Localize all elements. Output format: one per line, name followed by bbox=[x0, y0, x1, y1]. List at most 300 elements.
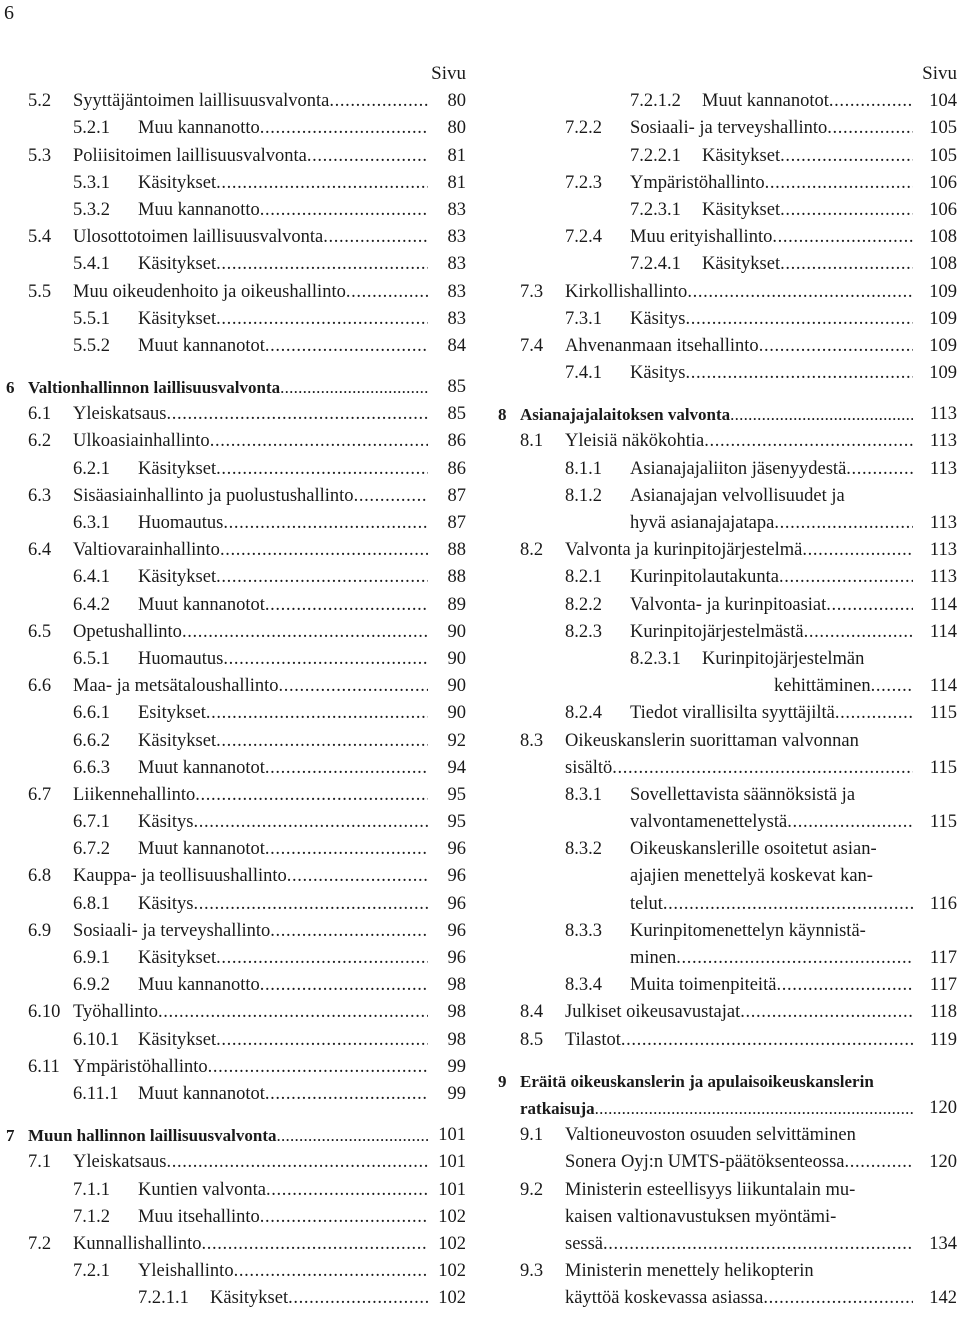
dot-leader bbox=[216, 306, 428, 333]
dot-leader bbox=[835, 700, 913, 727]
dot-leader bbox=[603, 1231, 913, 1258]
entry-title: Muut kannanotot bbox=[138, 757, 265, 778]
toc-entry bbox=[0, 224, 466, 251]
entry-number: 8.1.1 bbox=[565, 458, 602, 479]
entry-title: Sonera Oyj:n UMTS-päätöksenteossa bbox=[565, 1152, 845, 1173]
dot-leader bbox=[687, 279, 913, 306]
dot-leader bbox=[265, 592, 428, 619]
dot-leader bbox=[845, 1149, 913, 1176]
dot-leader bbox=[288, 1285, 428, 1312]
toc-entry bbox=[0, 1149, 466, 1176]
entry-number: 7.2.2.1 bbox=[630, 145, 681, 166]
entry-page-number: 102 bbox=[438, 1233, 466, 1254]
entry-page-number: 142 bbox=[929, 1288, 957, 1309]
entry-title: Maa- ja metsätaloushallinto bbox=[73, 676, 279, 697]
entry-title: Sosiaali- ja terveyshallinto bbox=[630, 118, 828, 139]
toc-entry bbox=[492, 836, 957, 863]
dot-leader bbox=[195, 782, 428, 809]
dot-leader bbox=[612, 755, 913, 782]
chapter-entry bbox=[492, 401, 957, 428]
entry-number: 6.6.3 bbox=[73, 757, 110, 778]
entry-page-number: 88 bbox=[447, 567, 466, 588]
entry-page-number: 114 bbox=[929, 676, 957, 697]
dot-leader bbox=[774, 510, 913, 537]
entry-title: Käsitykset bbox=[138, 730, 217, 751]
entry-number: 7.3 bbox=[520, 281, 544, 302]
entry-page-number: 106 bbox=[929, 199, 957, 220]
entry-page-number: 108 bbox=[929, 254, 957, 275]
toc-entry bbox=[0, 673, 466, 700]
dot-leader bbox=[223, 646, 428, 673]
entry-number: 7.2.1.2 bbox=[630, 91, 681, 112]
toc-entry bbox=[0, 428, 466, 455]
dot-leader bbox=[804, 619, 913, 646]
entry-number: 6.8.1 bbox=[73, 893, 110, 914]
entry-page-number: 80 bbox=[447, 91, 466, 112]
entry-page-number: 113 bbox=[929, 540, 957, 561]
entry-title: Muu itsehallinto bbox=[138, 1206, 260, 1227]
entry-number: 6 bbox=[6, 378, 15, 398]
entry-page-number: 80 bbox=[447, 118, 466, 139]
dot-leader bbox=[265, 836, 428, 863]
entry-page-number: 98 bbox=[447, 1002, 466, 1023]
toc-entry bbox=[492, 1231, 957, 1258]
chapter-entry bbox=[0, 1122, 466, 1149]
dot-leader bbox=[354, 483, 428, 510]
toc-entry bbox=[492, 1285, 957, 1312]
entry-page-number: 99 bbox=[447, 1056, 466, 1077]
entry-title: Käsitys bbox=[630, 308, 686, 329]
entry-title: Valtiovarainhallinto bbox=[73, 540, 220, 561]
entry-title: Syyttäjäntoimen laillisuusvalvonta bbox=[73, 91, 330, 112]
dot-leader bbox=[780, 251, 913, 278]
entry-number: 7.2.4.1 bbox=[630, 254, 681, 275]
entry-title: sisältö bbox=[565, 757, 613, 778]
entry-number: 6.10 bbox=[28, 1002, 61, 1023]
dot-leader bbox=[167, 1149, 428, 1176]
toc-entry bbox=[492, 646, 957, 673]
entry-page-number: 96 bbox=[447, 948, 466, 968]
entry-number: 6.7.2 bbox=[73, 839, 110, 860]
entry-page-number: 109 bbox=[929, 281, 957, 302]
entry-number: 9 bbox=[498, 1071, 507, 1091]
entry-number: 8.3.3 bbox=[565, 920, 602, 941]
entry-number: 8.2.1 bbox=[565, 567, 602, 588]
toc-entry bbox=[0, 1081, 466, 1108]
entry-number: 7.2.1.1 bbox=[138, 1288, 189, 1309]
toc-entry bbox=[0, 401, 466, 428]
entry-title: Julkiset oikeusavustajat bbox=[565, 1002, 741, 1023]
entry-page-number: 89 bbox=[447, 594, 466, 615]
entry-page-number: 88 bbox=[447, 540, 466, 561]
entry-title: Kurinpitojärjestelmän bbox=[702, 648, 865, 669]
page-column-header: Sivu bbox=[431, 63, 466, 84]
entry-title: Liikennehallinto bbox=[73, 784, 196, 805]
entry-page-number: 90 bbox=[447, 676, 466, 697]
entry-title: Oikeuskanslerin suorittaman valvonnan bbox=[565, 730, 859, 751]
dot-leader bbox=[266, 1177, 428, 1204]
entry-number: 8.3 bbox=[520, 730, 544, 751]
entry-number: 5.2.1 bbox=[73, 118, 110, 139]
dot-leader bbox=[740, 999, 913, 1026]
toc-entry bbox=[0, 1285, 466, 1312]
toc-left-column bbox=[0, 60, 466, 1312]
entry-number: 6.6.2 bbox=[73, 730, 110, 751]
entry-page-number: 90 bbox=[447, 648, 466, 669]
entry-number: 7.2.4 bbox=[565, 227, 602, 248]
toc-entry bbox=[0, 809, 466, 836]
entry-number: 5.5.1 bbox=[73, 308, 110, 329]
entry-title: Käsitykset bbox=[702, 199, 781, 220]
entry-page-number: 105 bbox=[929, 118, 957, 139]
toc-entry bbox=[0, 278, 466, 305]
page-column-header: Sivu bbox=[922, 63, 957, 84]
entry-number: 6.9.2 bbox=[73, 975, 110, 996]
toc-entry bbox=[492, 360, 957, 387]
toc-entry bbox=[0, 1054, 466, 1081]
dot-leader bbox=[676, 945, 913, 972]
toc-entry bbox=[0, 88, 466, 115]
toc-entry bbox=[0, 170, 466, 197]
dot-leader bbox=[704, 428, 913, 455]
dot-leader bbox=[216, 945, 428, 972]
entry-page-number: 102 bbox=[438, 1288, 466, 1309]
dot-leader bbox=[686, 306, 914, 333]
dot-leader bbox=[260, 197, 428, 224]
toc-entry bbox=[492, 306, 957, 333]
entry-title: Käsitykset bbox=[138, 254, 217, 275]
dot-leader bbox=[772, 224, 913, 251]
toc-entry bbox=[0, 972, 466, 999]
toc-entry bbox=[0, 197, 466, 224]
entry-number: 7.1.1 bbox=[73, 1179, 110, 1200]
toc-entry bbox=[492, 1258, 957, 1285]
entry-page-number: 98 bbox=[447, 1029, 466, 1050]
dot-leader bbox=[826, 592, 913, 619]
dot-leader bbox=[280, 374, 428, 401]
toc-entry bbox=[492, 1149, 957, 1176]
entry-page-number: 105 bbox=[929, 145, 957, 166]
entry-title: Yleishallinto bbox=[138, 1261, 234, 1282]
entry-title: Työhallinto bbox=[73, 1002, 159, 1023]
entry-page-number: 115 bbox=[929, 757, 957, 778]
entry-title: Muun hallinnon laillisuusvalvonta bbox=[28, 1126, 277, 1146]
dot-leader bbox=[765, 170, 913, 197]
entry-title: minen bbox=[630, 948, 677, 968]
entry-title: Eräitä oikeuskanslerin ja apulaisoikeuskanslerin bbox=[520, 1071, 874, 1091]
toc-list bbox=[0, 88, 466, 1312]
toc-entry bbox=[0, 591, 466, 618]
entry-page-number: 83 bbox=[447, 199, 466, 220]
toc-entry bbox=[492, 428, 957, 455]
entry-title: Opetushallinto bbox=[73, 621, 182, 642]
entry-number: 5.4 bbox=[28, 227, 52, 248]
dot-leader bbox=[265, 1081, 428, 1108]
entry-title: Ministerin esteellisyys liikuntalain mu- bbox=[565, 1179, 856, 1200]
chapter-entry bbox=[0, 374, 466, 401]
entry-title: Käsitykset bbox=[138, 172, 217, 193]
entry-page-number: 134 bbox=[929, 1233, 957, 1254]
toc-entry bbox=[0, 115, 466, 142]
entry-page-number: 108 bbox=[929, 227, 957, 248]
entry-number: 6.7.1 bbox=[73, 812, 110, 833]
entry-title: Käsitykset bbox=[138, 308, 217, 329]
entry-title: Valtionhallinnon laillisuusvalvonta bbox=[28, 378, 281, 398]
toc-entry bbox=[0, 1204, 466, 1231]
entry-number: 7.3.1 bbox=[565, 308, 602, 329]
entry-title: Tilastot bbox=[565, 1029, 621, 1050]
entry-title: valvontamenettelystä bbox=[630, 812, 788, 833]
entry-number: 6.11 bbox=[28, 1056, 60, 1077]
entry-page-number: 109 bbox=[929, 335, 957, 356]
entry-title: Yleiskatsaus bbox=[73, 404, 167, 425]
toc-entry bbox=[0, 510, 466, 537]
dot-leader bbox=[201, 1231, 428, 1258]
toc-entry bbox=[492, 890, 957, 917]
toc-entry bbox=[492, 142, 957, 169]
toc-entry bbox=[0, 306, 466, 333]
entry-number: 7.1.2 bbox=[73, 1206, 110, 1227]
dot-leader bbox=[260, 1204, 428, 1231]
toc-entry bbox=[0, 455, 466, 482]
entry-number: 5.5 bbox=[28, 281, 52, 302]
entry-number: 6.2 bbox=[28, 431, 52, 452]
toc-entry bbox=[0, 727, 466, 754]
entry-title: Käsitykset bbox=[210, 1288, 289, 1309]
entry-number: 6.1 bbox=[28, 404, 52, 425]
dot-leader bbox=[779, 564, 913, 591]
dot-leader bbox=[210, 428, 428, 455]
entry-number: 9.1 bbox=[520, 1125, 544, 1146]
chapter-entry bbox=[492, 1068, 957, 1095]
entry-title: Muu kannanotto bbox=[138, 199, 260, 220]
entry-title: Muu oikeudenhoito ja oikeushallinto bbox=[73, 281, 346, 302]
dot-leader bbox=[220, 537, 428, 564]
entry-page-number: 95 bbox=[447, 812, 466, 833]
toc-entry bbox=[492, 1122, 957, 1149]
toc-entry bbox=[0, 142, 466, 169]
toc-entry bbox=[0, 1231, 466, 1258]
entry-number: 6.3.1 bbox=[73, 513, 110, 533]
toc-entry bbox=[0, 646, 466, 673]
entry-page-number: 90 bbox=[447, 703, 466, 724]
entry-title: Ulosottotoimen laillisuusvalvonta bbox=[73, 227, 324, 248]
entry-number: 6.10.1 bbox=[73, 1029, 120, 1050]
entry-number: 6.6 bbox=[28, 676, 52, 697]
entry-page-number: 92 bbox=[447, 730, 466, 751]
toc-entry bbox=[0, 836, 466, 863]
entry-number: 8.1.2 bbox=[565, 485, 602, 506]
entry-title: Muut kannanotot bbox=[702, 91, 829, 112]
entry-page-number: 116 bbox=[929, 893, 957, 914]
entry-page-number: 86 bbox=[447, 431, 466, 452]
dot-leader bbox=[846, 456, 913, 483]
dot-leader bbox=[216, 564, 428, 591]
toc-entry bbox=[492, 591, 957, 618]
dot-leader bbox=[216, 1027, 428, 1054]
entry-title: Sisäasiainhallinto ja puolustushallinto bbox=[73, 485, 354, 506]
entry-number: 5.3.2 bbox=[73, 199, 110, 220]
entry-number: 5.3.1 bbox=[73, 172, 110, 193]
entry-number: 9.2 bbox=[520, 1179, 544, 1200]
dot-leader bbox=[206, 700, 428, 727]
toc-entry bbox=[0, 945, 466, 972]
entry-number: 8.2.4 bbox=[565, 703, 602, 724]
entry-title: Muu kannanotto bbox=[138, 975, 260, 996]
entry-page-number: 118 bbox=[929, 1002, 957, 1023]
entry-title: sessä bbox=[565, 1233, 604, 1254]
entry-page-number: 113 bbox=[929, 458, 957, 479]
toc-entry bbox=[492, 755, 957, 782]
entry-page-number: 115 bbox=[929, 703, 957, 724]
entry-title: Kurinpitojärjestelmästä bbox=[630, 621, 804, 642]
entry-number: 8.1 bbox=[520, 431, 544, 452]
entry-title: Käsitykset bbox=[138, 458, 217, 479]
toc-entry bbox=[0, 918, 466, 945]
entry-title: telut bbox=[630, 893, 663, 914]
entry-number: 6.9 bbox=[28, 920, 52, 941]
entry-title: Yleisiä näkökohtia bbox=[565, 431, 705, 452]
entry-title: Kunnallishallinto bbox=[73, 1233, 202, 1254]
dot-leader bbox=[763, 1285, 913, 1312]
toc-entry bbox=[492, 863, 957, 890]
entry-number: 6.11.1 bbox=[73, 1083, 119, 1104]
entry-title: Asianajajalaitoksen valvonta bbox=[520, 405, 731, 425]
entry-number: 7 bbox=[6, 1126, 15, 1146]
toc-entry bbox=[492, 727, 957, 754]
entry-title: Käsitykset bbox=[138, 1029, 217, 1050]
entry-title: hyvä asianajajatapa bbox=[630, 513, 775, 533]
entry-number: 7.4 bbox=[520, 335, 544, 356]
entry-number: 7.2.3 bbox=[565, 172, 602, 193]
toc-entry bbox=[492, 1204, 957, 1231]
entry-title: Ahvenanmaan itsehallinto bbox=[565, 335, 759, 356]
entry-title: Kurinpitomenettelyn käynnistä- bbox=[630, 920, 866, 941]
entry-page-number: 83 bbox=[447, 281, 466, 302]
entry-title: ratkaisuja bbox=[520, 1098, 595, 1118]
entry-page-number: 115 bbox=[929, 812, 957, 833]
entry-title: kaisen valtionavustuksen myöntämi- bbox=[565, 1206, 837, 1227]
entry-title: Muita toimenpiteitä bbox=[630, 975, 777, 996]
entry-title: Asianajajan velvollisuudet ja bbox=[630, 485, 845, 506]
entry-number: 6.4.1 bbox=[73, 567, 110, 588]
entry-number: 5.2 bbox=[28, 91, 52, 112]
toc-entry bbox=[492, 197, 957, 224]
entry-number: 7.2.3.1 bbox=[630, 199, 681, 220]
entry-page-number: 101 bbox=[438, 1179, 466, 1200]
entry-page-number: 96 bbox=[447, 839, 466, 860]
entry-number: 6.9.1 bbox=[73, 948, 110, 968]
entry-number: 5.3 bbox=[28, 145, 52, 166]
dot-leader bbox=[780, 143, 913, 170]
entry-number: 8.3.1 bbox=[565, 784, 602, 805]
toc-entry bbox=[0, 1258, 466, 1285]
entry-page-number: 84 bbox=[447, 335, 466, 356]
entry-page-number: 120 bbox=[929, 1097, 957, 1118]
entry-title: Ympäristöhallinto bbox=[73, 1056, 208, 1077]
entry-title: Muu erityishallinto bbox=[630, 227, 773, 248]
entry-title: Esitykset bbox=[138, 703, 206, 724]
toc-entry bbox=[0, 700, 466, 727]
entry-title: Käsitys bbox=[138, 893, 194, 914]
entry-number: 8.2 bbox=[520, 540, 544, 561]
entry-page-number: 85 bbox=[447, 377, 466, 398]
toc-entry bbox=[492, 619, 957, 646]
entry-page-number: 102 bbox=[438, 1206, 466, 1227]
page-number: 6 bbox=[4, 2, 14, 24]
entry-title: Kurinpitolautakunta bbox=[630, 567, 779, 588]
entry-page-number: 86 bbox=[447, 458, 466, 479]
entry-page-number: 120 bbox=[929, 1152, 957, 1173]
toc-entry bbox=[492, 170, 957, 197]
toc-entry bbox=[0, 782, 466, 809]
dot-leader bbox=[730, 401, 913, 428]
entry-page-number: 87 bbox=[447, 513, 466, 533]
toc-entry bbox=[0, 564, 466, 591]
dot-leader bbox=[265, 333, 428, 360]
entry-page-number: 114 bbox=[929, 621, 957, 642]
dot-leader bbox=[663, 891, 913, 918]
entry-number: 8.2.3 bbox=[565, 621, 602, 642]
toc-list bbox=[492, 88, 957, 1312]
dot-leader bbox=[323, 224, 428, 251]
entry-title: Käsitykset bbox=[138, 567, 217, 588]
toc-entry bbox=[492, 673, 957, 700]
toc-entry bbox=[0, 999, 466, 1026]
toc-entry bbox=[492, 455, 957, 482]
dot-leader bbox=[346, 279, 428, 306]
entry-page-number: 113 bbox=[929, 404, 957, 425]
dot-leader bbox=[208, 1054, 428, 1081]
toc-entry bbox=[492, 809, 957, 836]
entry-number: 7.2 bbox=[28, 1233, 52, 1254]
entry-page-number: 101 bbox=[438, 1125, 466, 1146]
entry-title: Yleiskatsaus bbox=[73, 1152, 167, 1173]
entry-title: Muut kannanotot bbox=[138, 594, 265, 615]
dot-leader bbox=[780, 197, 913, 224]
toc-entry bbox=[492, 88, 957, 115]
entry-page-number: 87 bbox=[447, 485, 466, 506]
toc-entry bbox=[492, 1176, 957, 1203]
entry-page-number: 96 bbox=[447, 893, 466, 914]
dot-leader bbox=[270, 918, 428, 945]
entry-page-number: 109 bbox=[929, 363, 957, 384]
dot-leader bbox=[279, 673, 429, 700]
dot-leader bbox=[216, 251, 428, 278]
entry-title: Käsitys bbox=[630, 363, 686, 384]
entry-page-number: 104 bbox=[929, 91, 957, 112]
toc-entry bbox=[492, 782, 957, 809]
entry-title: Tiedot virallisilta syyttäjiltä bbox=[630, 703, 835, 724]
dot-leader bbox=[871, 673, 913, 700]
toc-entry bbox=[492, 333, 957, 360]
toc-entry bbox=[492, 972, 957, 999]
dot-leader bbox=[829, 88, 913, 115]
toc-entry bbox=[492, 278, 957, 305]
entry-page-number: 114 bbox=[929, 594, 957, 615]
entry-title: Ministerin menettely helikopterin bbox=[565, 1261, 814, 1282]
toc-entry bbox=[492, 1026, 957, 1053]
dot-leader bbox=[827, 115, 913, 142]
entry-number: 8 bbox=[498, 405, 507, 425]
entry-page-number: 113 bbox=[929, 567, 957, 588]
entry-title: Asianajajaliiton jäsenyydestä bbox=[630, 458, 847, 479]
entry-page-number: 102 bbox=[438, 1261, 466, 1282]
entry-number: 8.5 bbox=[520, 1029, 544, 1050]
entry-page-number: 96 bbox=[447, 920, 466, 941]
dot-leader bbox=[307, 143, 428, 170]
entry-page-number: 113 bbox=[929, 431, 957, 452]
